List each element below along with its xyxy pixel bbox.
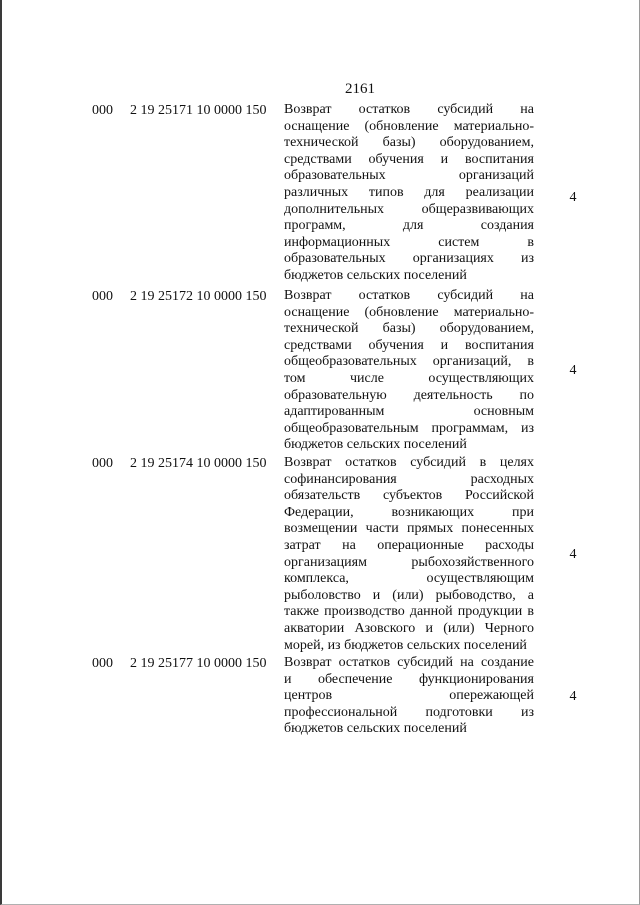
description-line: Возврат остатков субсидий на	[284, 288, 534, 303]
description-line: комплекса, осуществляющим	[284, 571, 534, 587]
description-line: рыболовство и (или) рыбоводство, а	[284, 587, 534, 603]
description-line: организациям рыбохозяйственного	[284, 554, 534, 570]
row-description	[284, 102, 534, 285]
description-line: средствами обучения и воспитания	[284, 151, 534, 167]
description-line: также производство данной продукции в	[284, 604, 534, 620]
description-line: технической базы) оборудованием,	[284, 321, 534, 337]
description-line: дополнительных общеразвивающих	[284, 201, 534, 217]
description-line: технической базы) оборудованием,	[284, 135, 534, 151]
description-line: бюджетов сельских поселений	[284, 267, 467, 283]
description-line: Федерации, возникающих при	[284, 504, 534, 520]
description-line: обязательств субъектов Российской	[284, 488, 534, 504]
description-line: бюджетов сельских поселений	[284, 721, 467, 737]
row-amount: 4	[569, 363, 577, 378]
description-line: Возврат остатков субсидий в целях	[284, 455, 534, 470]
description-line: образовательную деятельность по	[284, 387, 534, 403]
description-line: адаптированным основным	[284, 404, 534, 420]
description-line: том числе осуществляющих	[284, 370, 534, 386]
description-line: возмещении части прямых понесенных	[284, 521, 534, 537]
admin-code: 000	[92, 103, 113, 118]
description-line: бюджетов сельских поселений	[284, 437, 467, 453]
description-line: Возврат остатков субсидий на создание	[284, 655, 534, 670]
description-line: Возврат остатков субсидий на	[284, 102, 534, 117]
row-description	[284, 655, 534, 738]
kbk-code: 2 19 25172 10 0000 150	[130, 289, 267, 304]
page-number: 2161	[345, 81, 375, 97]
description-line: затрат на операционные расходы	[284, 537, 534, 553]
description-line: средствами обучения и воспитания	[284, 337, 534, 353]
row-description	[284, 455, 534, 654]
admin-code: 000	[92, 289, 113, 304]
description-line: информационных систем в	[284, 234, 534, 250]
description-line: различных типов для реализации	[284, 184, 534, 200]
description-line: центров опережающей	[284, 688, 534, 704]
row-amount: 4	[569, 689, 577, 704]
description-line: оснащение (обновление материально-	[284, 304, 534, 320]
description-line: профессиональной подготовки из	[284, 704, 534, 720]
description-line: образовательных организаций	[284, 168, 534, 184]
kbk-code: 2 19 25171 10 0000 150	[130, 103, 267, 118]
row-amount: 4	[569, 190, 577, 205]
kbk-code: 2 19 25177 10 0000 150	[130, 656, 267, 671]
row-description	[284, 288, 534, 454]
admin-code: 000	[92, 656, 113, 671]
description-line: образовательных организациях из	[284, 251, 534, 267]
description-line: общеобразовательных организаций, в	[284, 354, 534, 370]
description-line: общеобразовательным программам, из	[284, 420, 534, 436]
description-line: оснащение (обновление материально-	[284, 118, 534, 134]
description-line: программ, для создания	[284, 218, 534, 234]
description-line: акватории Азовского и (или) Черного	[284, 620, 534, 636]
description-line: и обеспечение функционирования	[284, 671, 534, 687]
admin-code: 000	[92, 456, 113, 471]
description-line: морей, из бюджетов сельских поселений	[284, 637, 527, 653]
description-line: софинансирования расходных	[284, 471, 534, 487]
row-amount: 4	[569, 547, 577, 562]
kbk-code: 2 19 25174 10 0000 150	[130, 456, 267, 471]
